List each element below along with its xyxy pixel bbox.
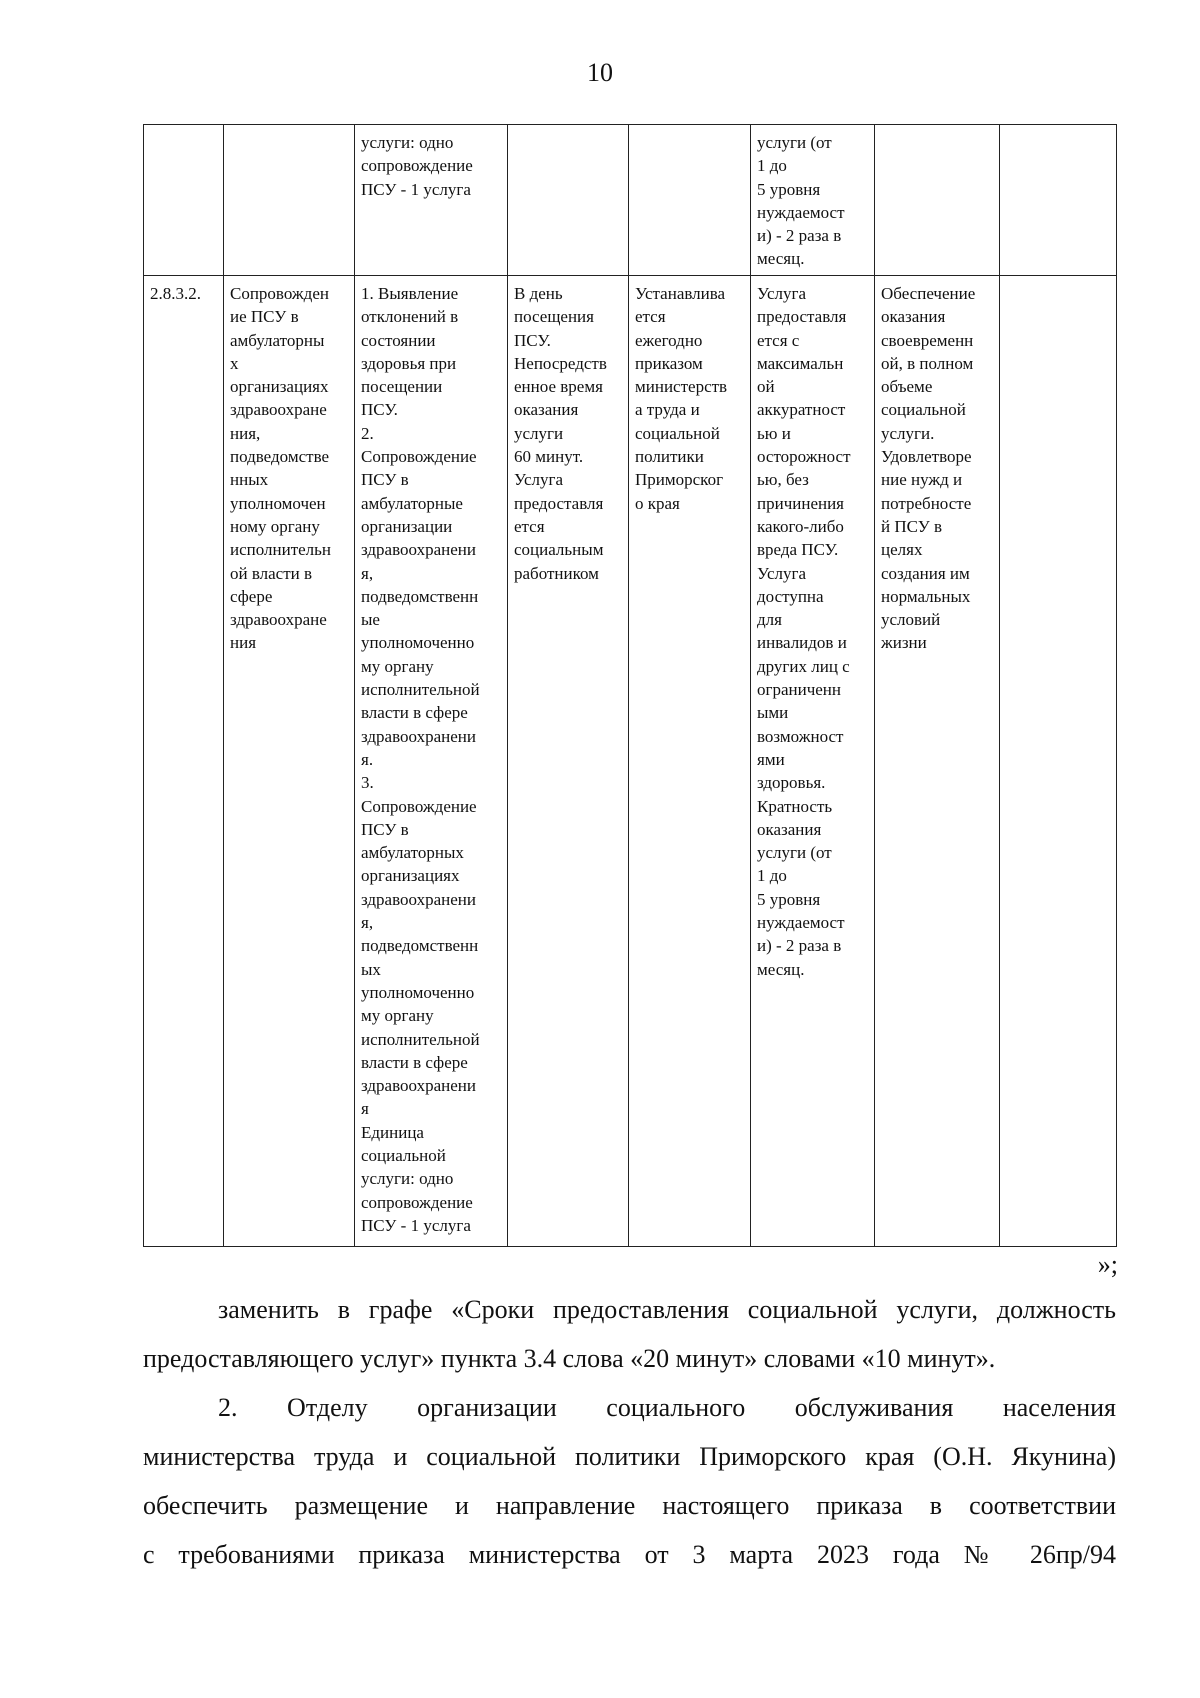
paragraph-line: 2. Отделу организации социального обслуживания населения: [218, 1393, 1116, 1422]
table-cell-tariff: Устанавлива ется ежегодно приказом министерств а труда и социальной политики Приморског о края: [629, 276, 751, 1247]
table-cell-number: [144, 125, 224, 276]
page-number: 10: [587, 58, 613, 87]
table-row: [144, 276, 1117, 1247]
table-cell-service-name: Сопровожден ие ПСУ в амбулаторны х организациях здравоохране ния, подведомстве нных уполномочен ному органу исполнительн ой власти в сфере здравоохране ния: [224, 276, 355, 1247]
services-table: [143, 124, 1117, 1247]
paragraph-line: обеспечить размещение и направление настоящего приказа в соответствии: [143, 1491, 1116, 1520]
table-row: [144, 125, 1117, 276]
table-cell-number: 2.8.3.2.: [144, 276, 224, 1247]
table-cell-evaluation: [1000, 125, 1117, 276]
table-cell-conditions: Услуга предоставля ется с максимальн ой аккуратност ью и осторожност ью, без причинения какого-либо вреда ПСУ. Услуга доступна для инвалидов и других лиц с ограниченн ыми возможност ями здоровья. Кратность оказания услуги (от 1 до 5 уровня нуждаемост и) - 2 раза в месяц.: [751, 276, 875, 1247]
table-cell-conditions: услуги (от 1 до 5 уровня нуждаемост и) - 2 раза в месяц.: [751, 125, 875, 276]
table-cell-description: 1. Выявление отклонений в состоянии здоровья при посещении ПСУ. 2. Сопровождение ПСУ в амбулаторные организации здравоохранени я, подведомственн ые уполномоченно му органу исполнительной власти в сфере здравоохранени я. 3. Сопровождение ПСУ в амбулаторных организациях здравоохранени я, подведомственн ых уполномоченно му органу исполнительной власти в сфере здравоохранени я Единица социальной услуги: одно сопровождение ПСУ - 1 услуга: [355, 276, 508, 1247]
closing-quote-mark: »;: [1097, 1250, 1118, 1279]
paragraph-replacement: [143, 1285, 1116, 1383]
paragraph-line: с требованиями приказа министерства от 3 марта 2023 года № 26пр/94: [143, 1540, 1116, 1569]
table-cell-quality: [875, 125, 1000, 276]
paragraph-department: [143, 1383, 1116, 1579]
paragraph-line: министерства труда и социальной политики Приморского края (О.Н. Якунина): [143, 1442, 1116, 1471]
paragraph-line: заменить в графе «Сроки предоставления социальной услуги, должность: [218, 1295, 1116, 1324]
table-cell-evaluation: [1000, 276, 1117, 1247]
table-cell-timing: [508, 125, 629, 276]
paragraph-line: предоставляющего услуг» пункта 3.4 слова «20 минут» словами «10 минут».: [143, 1344, 996, 1373]
table-cell-quality: Обеспечение оказания своевременн ой, в полном объеме социальной услуги. Удовлетворе ние нужд и потребносте й ПСУ в целях создания им нормальных условий жизни: [875, 276, 1000, 1247]
table-cell-description: услуги: одно сопровождение ПСУ - 1 услуга: [355, 125, 508, 276]
table-cell-timing: В день посещения ПСУ. Непосредств енное время оказания услуги 60 минут. Услуга предоставля ется социальным работником: [508, 276, 629, 1247]
table-cell-tariff: [629, 125, 751, 276]
table-cell-service-name: [224, 125, 355, 276]
